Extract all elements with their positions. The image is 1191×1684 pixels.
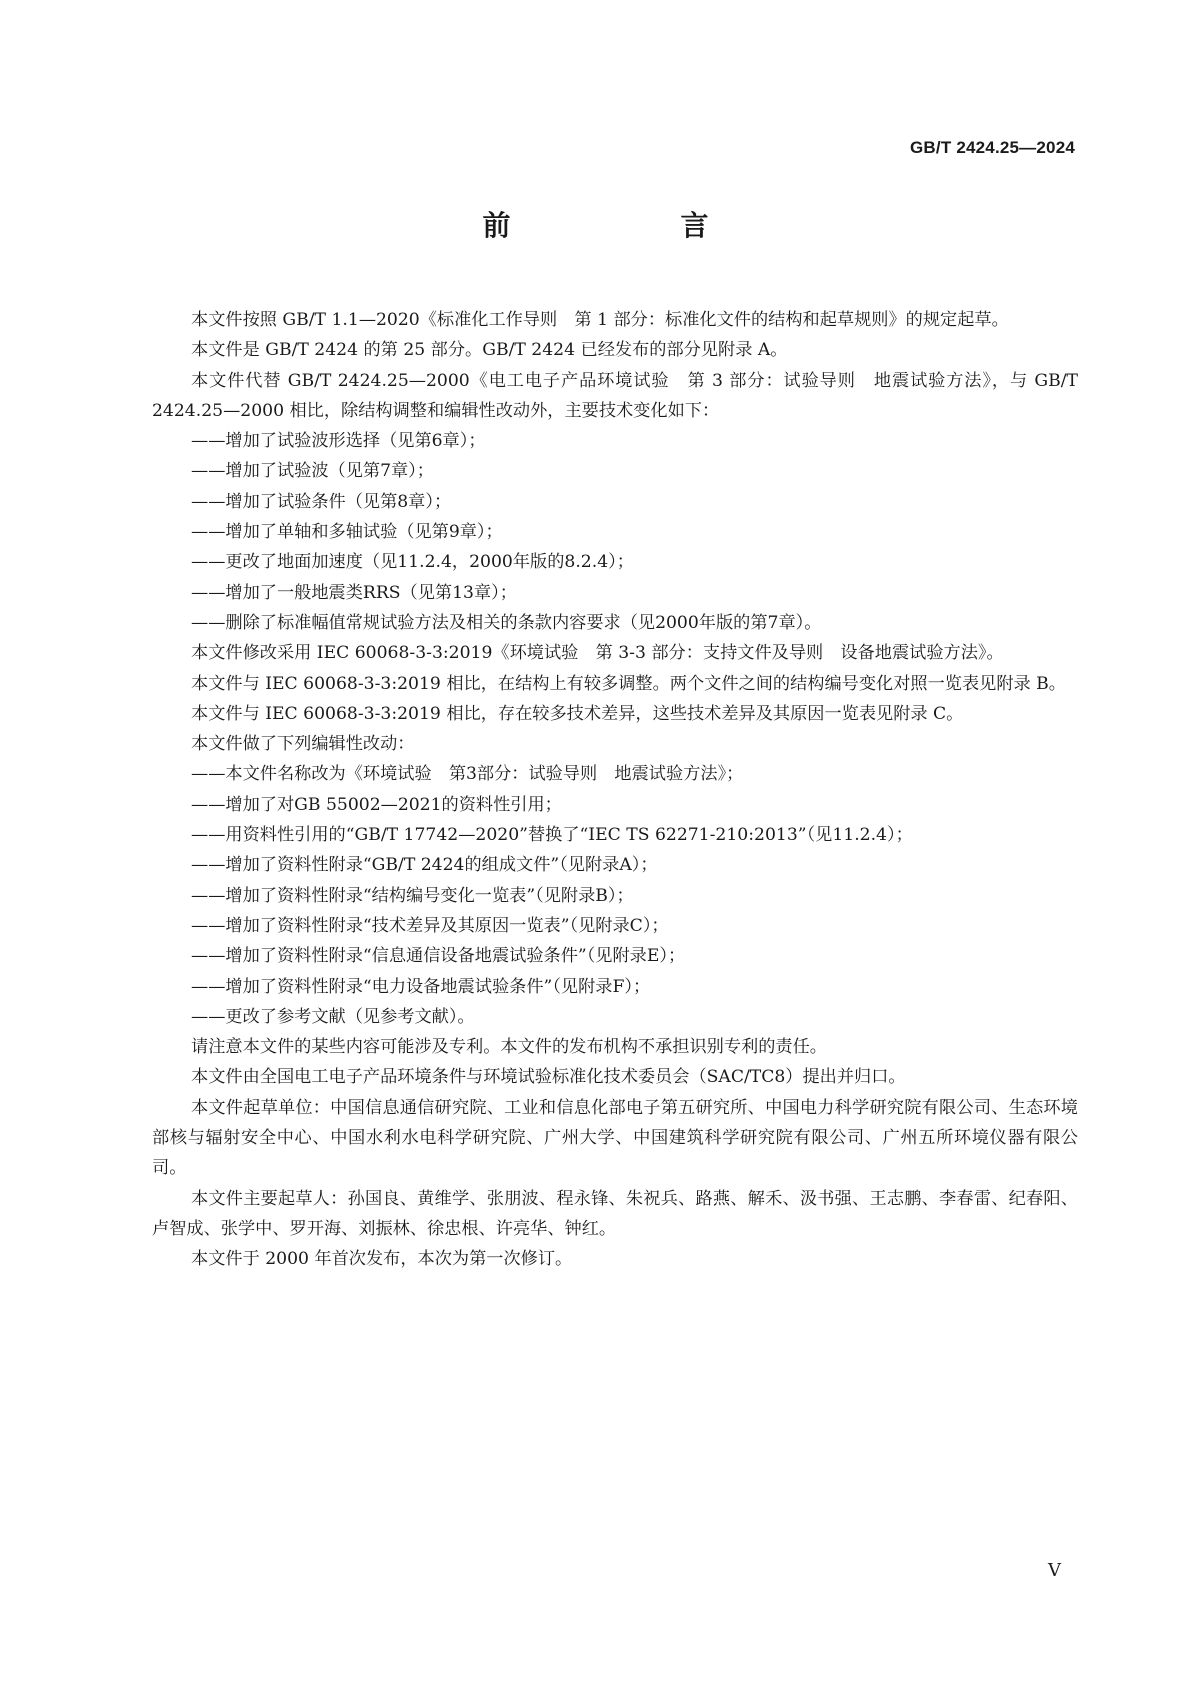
paragraph: 本文件与 IEC 60068-3-3:2019 相比，存在较多技术差异，这些技术差异及其原因一览表见附录 C。 [191,703,964,724]
foreword-body [152,305,1078,1275]
list-item: ——增加了对GB 55002—2021的资料性引用； [191,794,562,815]
list-item: ——更改了地面加速度（见11.2.4，2000年版的8.2.4）； [191,552,634,573]
list-item: ——增加了资料性附录“结构编号变化一览表”（见附录B）； [191,885,634,906]
paragraph: 本文件按照 GB/T 1.1—2020《标准化工作导则 第 1 部分：标准化文件的结构和起草规则》的规定起草。 [191,310,1009,330]
document-code: GB/T 2424.25—2024 [910,138,1075,157]
list-item: ——增加了试验波形选择（见第6章）； [191,431,486,452]
paragraph: 请注意本文件的某些内容可能涉及专利。本文件的发布机构不承担识别专利的责任。 [191,1037,827,1058]
paragraph: 本文件代替 GB/T 2424.25—2000《电工电子产品环境试验 第 3 部分：试验导则 地震试验方法》，与 GB/T 2424.25—2000 相比，除结构调整和编辑性改动外，主要技术变化如下： [152,370,1078,421]
list-item: ——增加了一般地震类RRS（见第13章）； [191,582,517,603]
list-item: ——增加了资料性附录“信息通信设备地震试验条件”（见附录E）； [191,946,686,967]
paragraph: 本文件修改采用 IEC 60068-3-3:2019《环境试验 第 3-3 部分：支持文件及导则 设备地震试验方法》。 [191,643,1004,664]
list-item: ——更改了参考文献（见参考文献）。 [191,1006,475,1027]
paragraph: 本文件是 GB/T 2424 的第 25 部分。GB/T 2424 已经发布的部分见附录 A。 [191,340,788,361]
list-item: ——增加了试验波（见第7章）； [191,461,434,482]
list-item: ——增加了资料性附录“技术差异及其原因一览表”（见附录C）； [191,915,669,936]
paragraph: 本文件于 2000 年首次发布，本次为第一次修订。 [191,1249,573,1270]
list-item: ——增加了资料性附录“电力设备地震试验条件”（见附录F）； [191,976,651,997]
page-number: V [1048,1560,1061,1581]
paragraph: 本文件主要起草人：孙国良、黄维学、张朋波、程永锋、朱祝兵、路燕、解禾、汲书强、王志鹏、李春雷、纪春阳、卢智成、张学中、罗开海、刘振林、徐忠根、许亮华、钟红。 [152,1188,1078,1239]
list-item: ——删除了标准幅值常规试验方法及相关的条款内容要求（见2000年版的第7章）。 [191,612,822,633]
list-item: ——增加了资料性附录“GB/T 2424的组成文件”（见附录A）； [191,855,658,876]
list-item: ——用资料性引用的“GB/T 17742—2020”替换了“IEC TS 62271-210:2013”（见11.2.4）； [191,825,913,846]
paragraph: 本文件由全国电工电子产品环境条件与环境试验标准化技术委员会（SAC/TC8）提出并归口。 [191,1067,906,1088]
page-title: 前 言 [482,209,747,242]
list-item: ——增加了试验条件（见第8章）； [191,491,452,512]
list-item: ——本文件名称改为《环境试验 第3部分：试验导则 地震试验方法》； [191,764,744,785]
list-item: ——增加了单轴和多轴试验（见第9章）； [191,522,503,543]
paragraph: 本文件起草单位：中国信息通信研究院、工业和信息化部电子第五研究所、中国电力科学研究院有限公司、生态环境部核与辐射安全中心、中国水利水电科学研究院、广州大学、中国建筑科学研究院有限公司、广州五所环境仪器有限公司。 [152,1097,1078,1179]
paragraph: 本文件做了下列编辑性改动： [191,734,415,755]
paragraph: 本文件与 IEC 60068-3-3:2019 相比，在结构上有较多调整。两个文件之间的结构编号变化对照一览表见附录 B。 [191,673,1066,694]
